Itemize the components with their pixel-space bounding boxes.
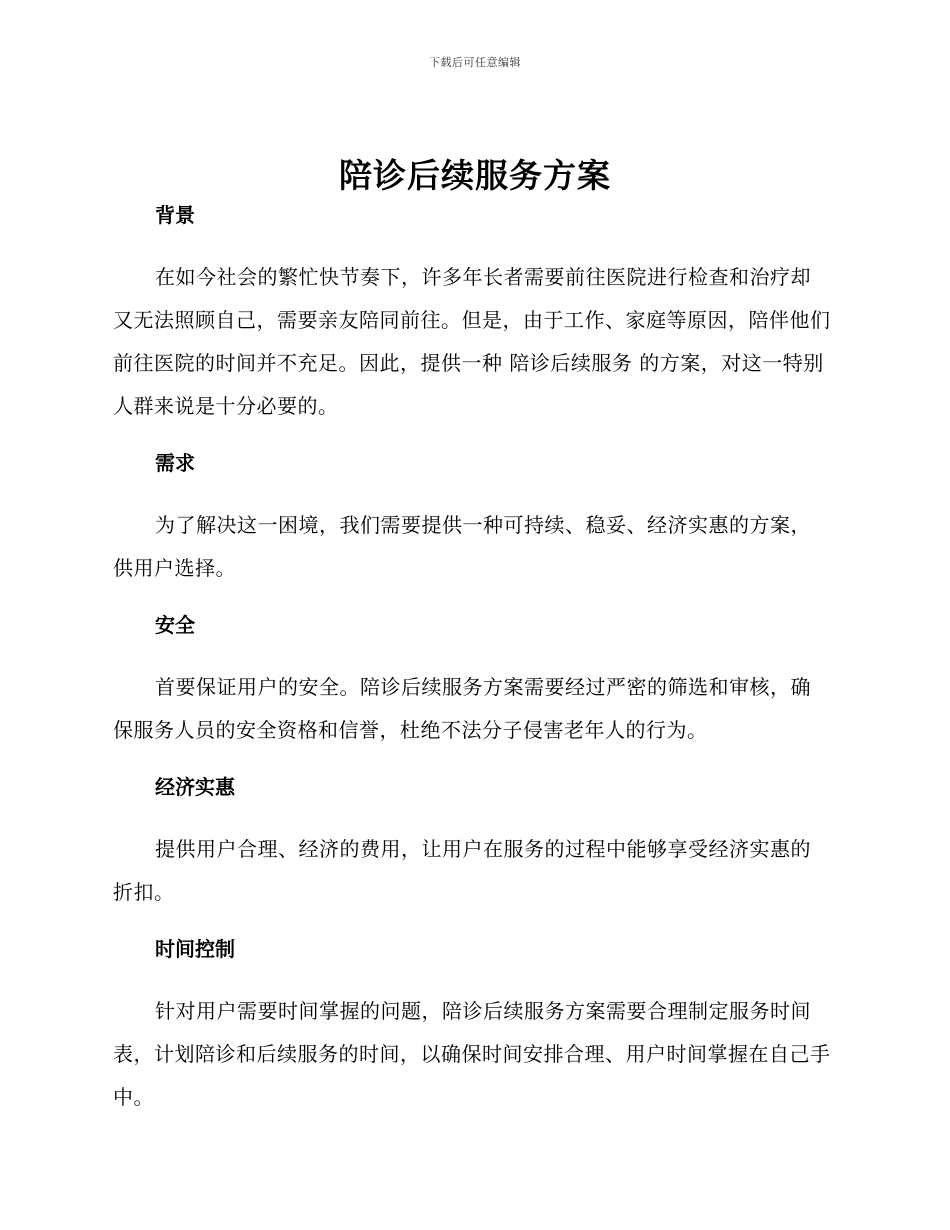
section-heading: 背景 (155, 203, 195, 227)
section-paragraph: 在如今社会的繁忙快节奏下，许多年长者需要前往医院进行检查和治疗却又无法照顾自己，需要亲友陪同前往。但是，由于工作、家庭等原因，陪伴他们前往医院的时间并不充足。因此，提供一种 陪诊后续服务 的方案，对这一特别人群来说是十分必要的。 (113, 265, 831, 418)
section-background (113, 200, 831, 448)
section-economy (113, 772, 831, 934)
section-time-control (113, 934, 831, 1119)
section-paragraph: 为了解决这一困境，我们需要提供一种可持续、稳妥、经济实惠的方案，供用户选择。 (113, 513, 811, 580)
section-safety (113, 610, 831, 772)
section-paragraph: 首要保证用户的安全。陪诊后续服务方案需要经过严密的筛选和审核，确保服务人员的安全资格和信誉，杜绝不法分子侵害老年人的行为。 (113, 675, 811, 742)
section-paragraph: 提供用户合理、经济的费用，让用户在服务的过程中能够享受经济实惠的折扣。 (113, 837, 811, 904)
document-body (113, 200, 831, 1119)
section-heading: 安全 (155, 613, 195, 637)
section-requirements (113, 448, 831, 610)
section-paragraph: 针对用户需要时间掌握的问题，陪诊后续服务方案需要合理制定服务时间表，计划陪诊和后续服务的时间，以确保时间安排合理、用户时间掌握在自己手中。 (113, 999, 831, 1109)
header-note: 下载后可任意编辑 (429, 56, 521, 69)
document-title: 陪诊后续服务方案 (339, 156, 611, 195)
section-heading: 经济实惠 (155, 775, 235, 799)
section-heading: 时间控制 (155, 937, 235, 961)
section-heading: 需求 (155, 451, 195, 475)
